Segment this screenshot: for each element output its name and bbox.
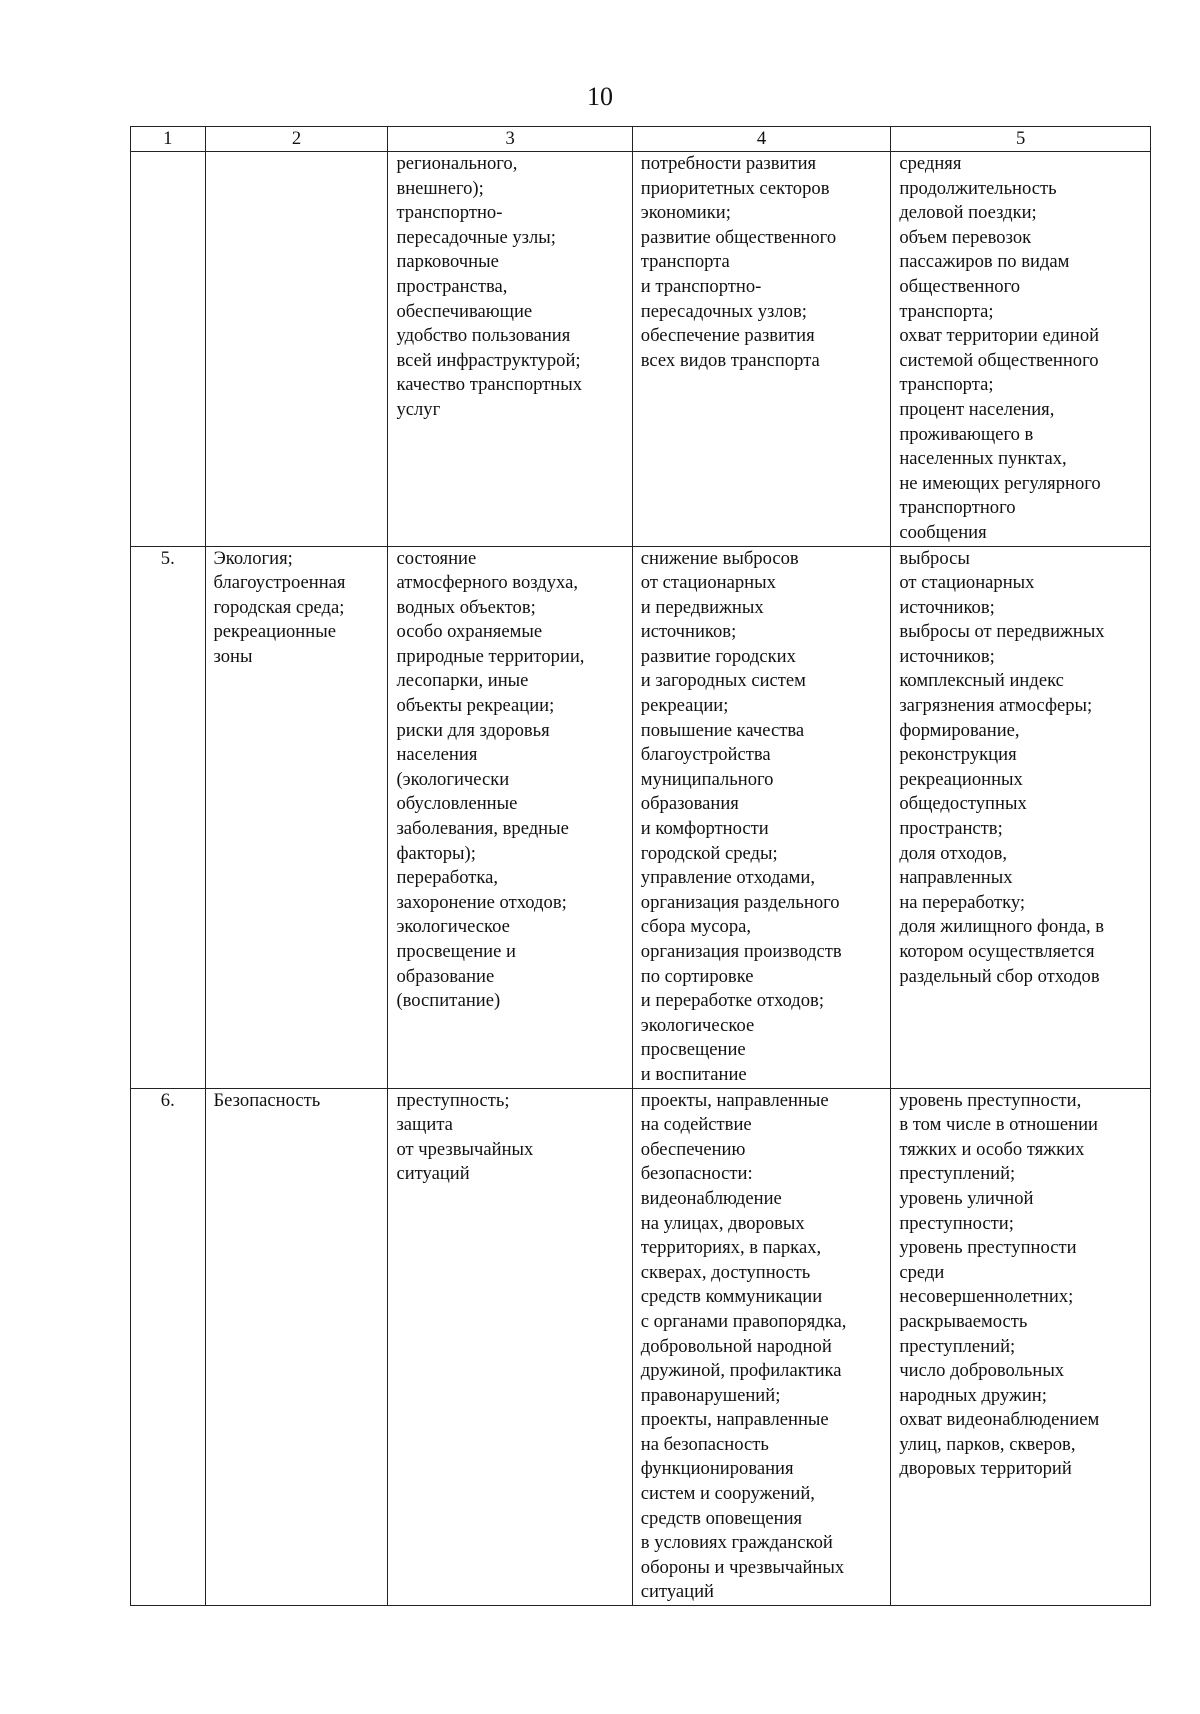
row-name (205, 152, 388, 547)
page-number: 10 (587, 82, 613, 111)
row-col-5: средняя продолжительность деловой поездки; объем перевозок пассажиров по видам общественного транспорта; охват территории единой системой общественного транспорта; процент населения, проживающего в населенных пунктах, не имеющих регулярного транспортного сообщения (891, 152, 1151, 547)
row-col-4: снижение выбросов от стационарных и передвижных источников; развитие городских и загородных систем рекреации; повышение качества благоустройства муниципального образования и комфортности городской среды; управление отходами, организация раздельного сбора мусора, организация производств по сортировке и переработке отходов; экологическое просвещение и воспитание (632, 546, 891, 1088)
row-number: 6. (131, 1088, 206, 1605)
table-header-row (131, 127, 1151, 152)
table-row (131, 152, 1151, 547)
row-col-3: преступность; защита от чрезвычайных ситуаций (388, 1088, 632, 1605)
row-col-3: состояние атмосферного воздуха, водных объектов; особо охраняемые природные территории, лесопарки, иные объекты рекреации; риски для здоровья населения (экологически обусловленные заболевания, вредные факторы); переработка, захоронение отходов; экологическое просвещение и образование (воспитание) (388, 546, 632, 1088)
header-col-3: 3 (388, 127, 632, 152)
document-table (130, 126, 1151, 1606)
row-col-4: потребности развития приоритетных секторов экономики; развитие общественного транспорта и транспортно- пересадочных узлов; обеспечение развития всех видов транспорта (632, 152, 891, 547)
header-col-2: 2 (205, 127, 388, 152)
table-row (131, 546, 1151, 1088)
header-col-5: 5 (891, 127, 1151, 152)
row-col-5: выбросы от стационарных источников; выбросы от передвижных источников; комплексный индекс загрязнения атмосферы; формирование, реконструкция рекреационных общедоступных пространств; доля отходов, направленных на переработку; доля жилищного фонда, в котором осуществляется раздельный сбор отходов (891, 546, 1151, 1088)
table-row (131, 1088, 1151, 1605)
row-col-3: регионального, внешнего); транспортно- пересадочные узлы; парковочные пространства, обеспечивающие удобство пользования всей инфраструктурой; качество транспортных услуг (388, 152, 632, 547)
row-name: Безопасность (205, 1088, 388, 1605)
row-col-4: проекты, направленные на содействие обеспечению безопасности: видеонаблюдение на улицах, дворовых территориях, в парках, скверах, доступность средств коммуникации с органами правопорядка, добровольной народной дружиной, профилактика правонарушений; проекты, направленные на безопасность функционирования систем и сооружений, средств оповещения в условиях гражданской обороны и чрезвычайных ситуаций (632, 1088, 891, 1605)
row-number: 5. (131, 546, 206, 1088)
header-col-4: 4 (632, 127, 891, 152)
header-col-1: 1 (131, 127, 206, 152)
row-number (131, 152, 206, 547)
row-col-5: уровень преступности, в том числе в отношении тяжких и особо тяжких преступлений; уровень уличной преступности; уровень преступности среди несовершеннолетних; раскрываемость преступлений; число добровольных народных дружин; охват видеонаблюдением улиц, парков, скверов, дворовых территорий (891, 1088, 1151, 1605)
row-name: Экология; благоустроенная городская среда; рекреационные зоны (205, 546, 388, 1088)
